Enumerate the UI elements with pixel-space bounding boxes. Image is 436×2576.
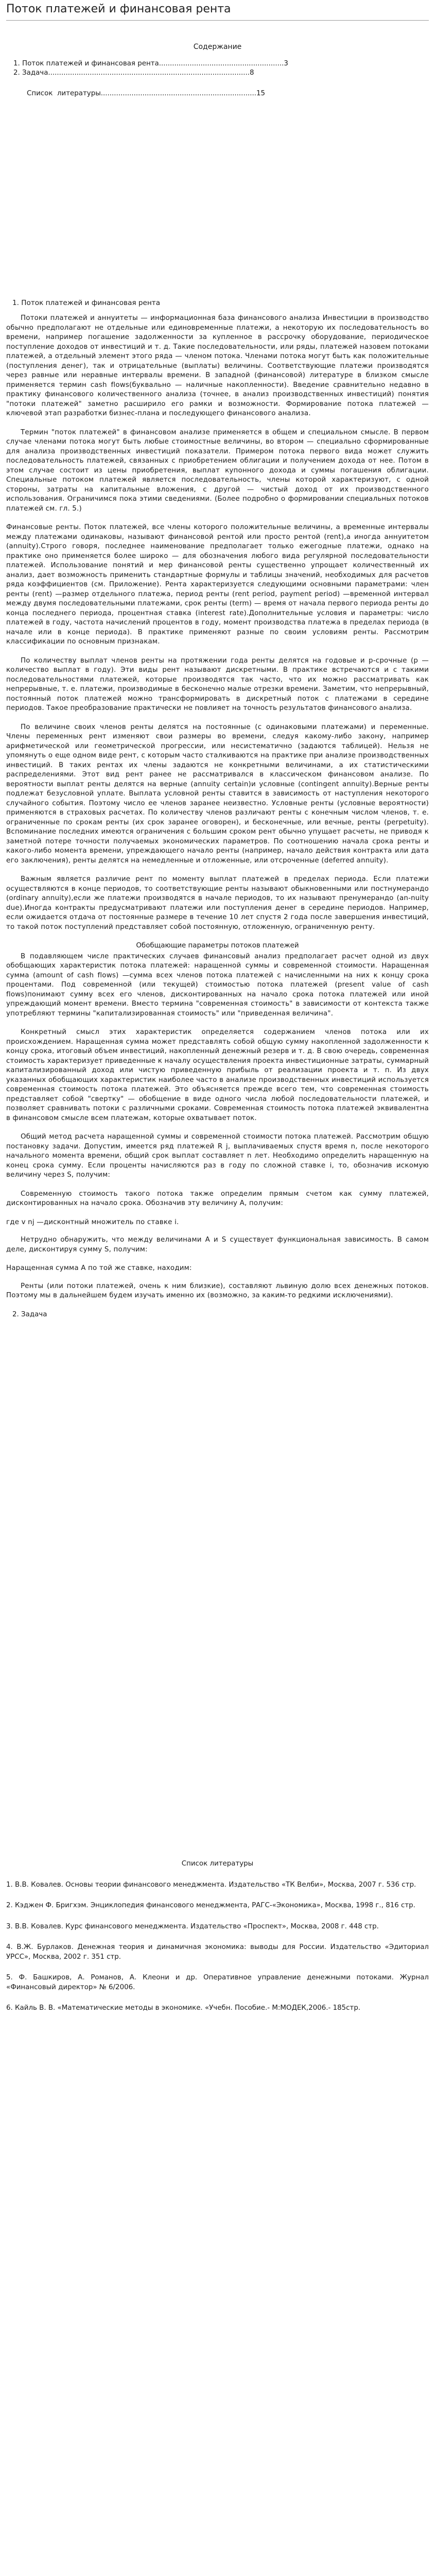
paragraph: Потоки платежей и аннуитеты — информационная база финансового анализа Инвестиции в производство обычно предполагают не отдельные или единовременные платежи, а некоторую их последовательность во времени, например погашение задолженности за купленное в рассрочку оборудование, периодическое поступление доходов от инвестиций и т. д. Такие последовательности, или ряды, платежей назовем потоками платежей, а отдельный элемент этого ряда — членом потока. Членами потока могут быть как положительные (поступления денег), так и отрицательные (выплаты) величины. Соответствующие платежи производятся через равные или неравные интервалы времени. В западной (финансовой) литературе в близком смысле применяется термин cash flows(буквально — наличные накопленности). Введение сравнительно недавно в практику финансового количественного анализа (точнее, в анализ производственных инвестиций) понятия "потоки платежей" заметно расширило его рамки и возможности. Формирование потока платежей — ключевой этап разработки бизнес-плана и последующего финансового анализа. [6,314,429,417]
blank-space [6,1319,429,1859]
formula-note: где v nj —дисконтный множитель по ставке i. [6,1218,179,1226]
blank-space [6,98,429,298]
paragraph: Важным является различие рент по моменту выплат платежей в пределах периода. Если платежи осуществляются в конце периодов, то соответствующие ренты называют обыкновенными или постнумерандо (ordinary annuity),если же платежи производятся в начале периодов, то их называют пренумерандо (an-nuity due).Иногда контракты предусматривают платежи или поступления денег в середине периодов. Например, если ожидается отдача от постоянные размере в течение 10 лет спустя 2 года после завершения инвестиций, то такой поток поступлений представляет собой постоянную, отложенную, ограниченную ренту. [6,875,429,931]
paragraph: Финансовые ренты. Поток платежей, все члены которого положительные величины, а временные интервалы между платежами одинаковы, называют финансовой рентой или просто рентой (rent),а иногда аннуитетом (annuity).Строго говоря, последнее наименование предполагает только ежегодные платежи, однако на практике оно применяется более широко — для обозначения любого вида регулярной последовательности платежей. Использование понятий и мер финансовой ренты существенно упрощает количественный их анализ, дает возможность применить стандартные формулы и таблицы значений, необходимых для расчетов ряда коэффициентов (см. Приложение). Рента характеризуется следующими основными параметрами: член ренты (rent) —размер отдельного платежа, период ренты (rent period, payment period) —временной интервал между двумя последовательными платежами, срок ренты (term) — время от начала первого периода ренты до конца последнего периода, процентная ставка (interest rate).Дополнительные условия и параметры: число платежей в году, частота начислений процентов в году, момент производства платежа в пределах периода (в начале или в конце периода). В практике применяют разные по своим условиям ренты. Рассмотрим классификации по основным признакам. [6,523,429,646]
section-1-heading: 1. Поток платежей и финансовая рента [12,298,161,307]
paragraph: Термин "поток платежей" в финансовом анализе применяется в общем и специальном смысле. В первом случае членами потока могут быть любые стоимостные величины, во втором — специально сформированные для анализа производственных инвестиций показатели. Примером потока первого вида может служить последовательность платежей, связанных с приобретением облигации и получением дохода от нее. Потом в этом случае состоит из цены приобретения, выплат купонного дохода и суммы погашения облигации. Специальные потоком платежей является последовательность, члены которой характеризуют, с одной стороны, затраты на капитальные вложения, с другой — чистый доход от их производственного использования. Ограничимся пока этими сведениями. (Более подробно о формировании специальных потоков платежей см. гл. 5.) [6,428,429,513]
bibliography-item: 2. Кэджен Ф. Бригхэм. Энциклопедия финансового менеджмента, РАГС-«Экономика», Москва, 1998 г., 816 стр. [6,1902,415,1909]
toc-item-bibliography[interactable]: Список литературы.......................................................................15 [27,89,266,97]
section-1 [6,298,429,1301]
toc-item-section-2[interactable]: 2. Задача............................................................................................8 [13,69,254,77]
paragraph: Нетрудно обнаружить, что между величинами A и S существует функциональная зависимость. В самом деле, дисконтируя сумму S, получим: [6,1236,429,1253]
paragraph: Ренты (или потоки платежей, очень к ним близкие), составляют львиную долю всех денежных потоков. Поэтому мы в дальнейшем будем изучать именно их (возможно, за каким-то редкими исключениями). [6,1282,429,1299]
paragraph: Конкретный смысл этих характеристик определяется содержанием членов потока или их происхождением. Наращенная сумма может представлять собой общую сумму накопленной задолженности к концу срока, итоговый объем инвестиций, накопленный денежный резерв и т. д. В свою очередь, современная стоимость характеризует приведенные к началу осуществления проекта инвестиционные затраты, суммарный капитализированный доход или чистую приведенную прибыль от реализации проекта и т. п. Из двух указанных обобщающих характеристик наиболее часто в анализе производственных инвестиций используется современная стоимость потока платежей. Это объясняется прежде всего тем, что современная стоимость представляет собой "свертку" — обобщение в виде одного числа любой последовательности платежей, и позволяет сравнивать потоки с различными сроками. Современная стоимость потока платежей эквивалентна в финансовом смысле всем платежам, которые охватывает поток. [6,1028,429,1122]
table-of-contents [6,42,429,98]
toc-item-section-1[interactable]: 1. Поток платежей и финансовая рента.........................................................3 [13,59,288,67]
bibliography-heading: Список литературы [181,1860,254,1868]
bibliography-item: 1. В.В. Ковалев. Основы теории финансового менеджмента. Издательство «ТК Велби», Москва, 2007 г. 536 стр. [6,1880,416,1889]
section-2-heading: 2. Задача [12,1310,47,1318]
paragraph: Общий метод расчета наращенной суммы и современной стоимости потока платежей. Рассмотрим общую постановку задачи. Допустим, имеется ряд платежей R j, выплачиваемых спустя время n, после некоторого начального момента времени, общий срок выплат составляет n лет. Необходимо определить наращенную на конец срока сумму. Если проценты начисляются раз в году по сложной ставке i, то, обозначив искомую величину через S, получим: [6,1133,429,1179]
title-divider [6,20,429,21]
paragraph: В подавляющем числе практических случаев финансовый анализ предполагает расчет одной из двух обобщающих характеристик потока платежей: наращенной суммы и современной стоимости. Наращенная сумма (amount of cash flows) —сумма всех членов потока платежей с начисленными на них к концу срока процентами. Под современной (или текущей) стоимостью потока платежей (present value of cash flows)понимают сумму всех его членов, дисконтированных на начало срока потока платежей или иной упреждающий момент времени. Вместо термина "современная стоимость" в зависимости от контекста также употребляют термины "капитализированная стоимость" или "приведенная величина". [6,952,429,1018]
paragraph: По количеству выплат членов ренты на протяжении года ренты делятся на годовые и р-срочные (р — количество выплат в году). Эти виды рент называют дискретными. В практике встречаются и с такими последовательностями платежей, которые производятся так часто, что их можно рассматривать как непрерывные, т. е. платежи, производимые в бесконечно малые отрезки времени. Заметим, что непрерывный, постоянный поток платежей можно трансформировать в дискретный поток с платежами в середине периодов. Такое преобразование практически не повлияет на точность результатов финансового анализа. [6,656,429,712]
bibliography-item: 6. Кайль В. В. «Математические методы в экономике. «Учебн. Пособие.- М:МОДЕК,2006.- 185стр. [6,2004,361,2012]
formula-note: Наращенная сумма A по той же ставке, находим: [6,1264,192,1272]
paragraph: Современную стоимость такого потока также определим прямым счетом как сумму платежей, дисконтированных на начало срока. Обозначив эту величину A, получим: [6,1190,429,1207]
bibliography [6,1859,429,2013]
subsection-heading: Обобщающие параметры потоков платежей [136,942,299,950]
document-title: Поток платежей и финансовая рента [6,3,231,15]
bibliography-item: 3. В.В. Ковалев. Курс финансового менеджмента. Издательство «Проспект», Москва, 2008 г. 448 стр. [6,1922,379,1930]
paragraph: По величине своих членов ренты делятся на постоянные (с одинаковыми платежами) и переменные. Члены переменных рент изменяют свои размеры во времени, следуя какому-либо закону, например арифметической или геометрической прогрессии, или несистематично (задаются таблицей). Нельзя не упомянуть о еще одном виде рент, с которым часто сталкиваются на практике при анализе производственных инвестиций. В таких рентах их члены задаются не конкретными величинами, а их статистическими распределениями. Этот вид рент ранее не рассматривался в классическом финансовом анализе. По вероятности выплат ренты делятся на верные (annuity certain)и условные (contingent annuity).Верные ренты подлежат безусловной уплате. Выплата условной ренты ставится в зависимость от наступления некоторого случайного события. Поэтому число ее членов заранее неизвестно. Условные ренты (условные вероятности) применяются в страховых расчетах. По количеству членов различают ренты с конечным числом членов, т. е. ограниченные по срокам ренты (их срок заранее оговорен), и бесконечные, или вечные, ренты (perpetuity). Вспоминание последних имеются ограничения с большим сроком рент обычно упущает расчеты, не приводя к заметной потере точности получаемых экономических параметров. По соотношению начала срока ренты и какого-либо момента времени, упреждающего начало ренты (например, начало действия контракта или дата его заключения), ренты делятся на немедленные и отложенные, или отсроченные (deferred annuity). [6,723,429,865]
toc-heading: Содержание [193,43,242,51]
bibliography-item: 5. Ф. Башкиров, А. Романов, А. Клеони и др. Оперативное управление денежными потоками. Журнал «Финансовый директор» № 6/2006. [6,1974,429,1991]
bibliography-item: 4. В.Ж. Бурлаков. Денежная теория и динамичная экономика: выводы для России. Издательство «Эдиториал УРСС», Москва, 2002 г. 351 стр. [6,1943,429,1961]
